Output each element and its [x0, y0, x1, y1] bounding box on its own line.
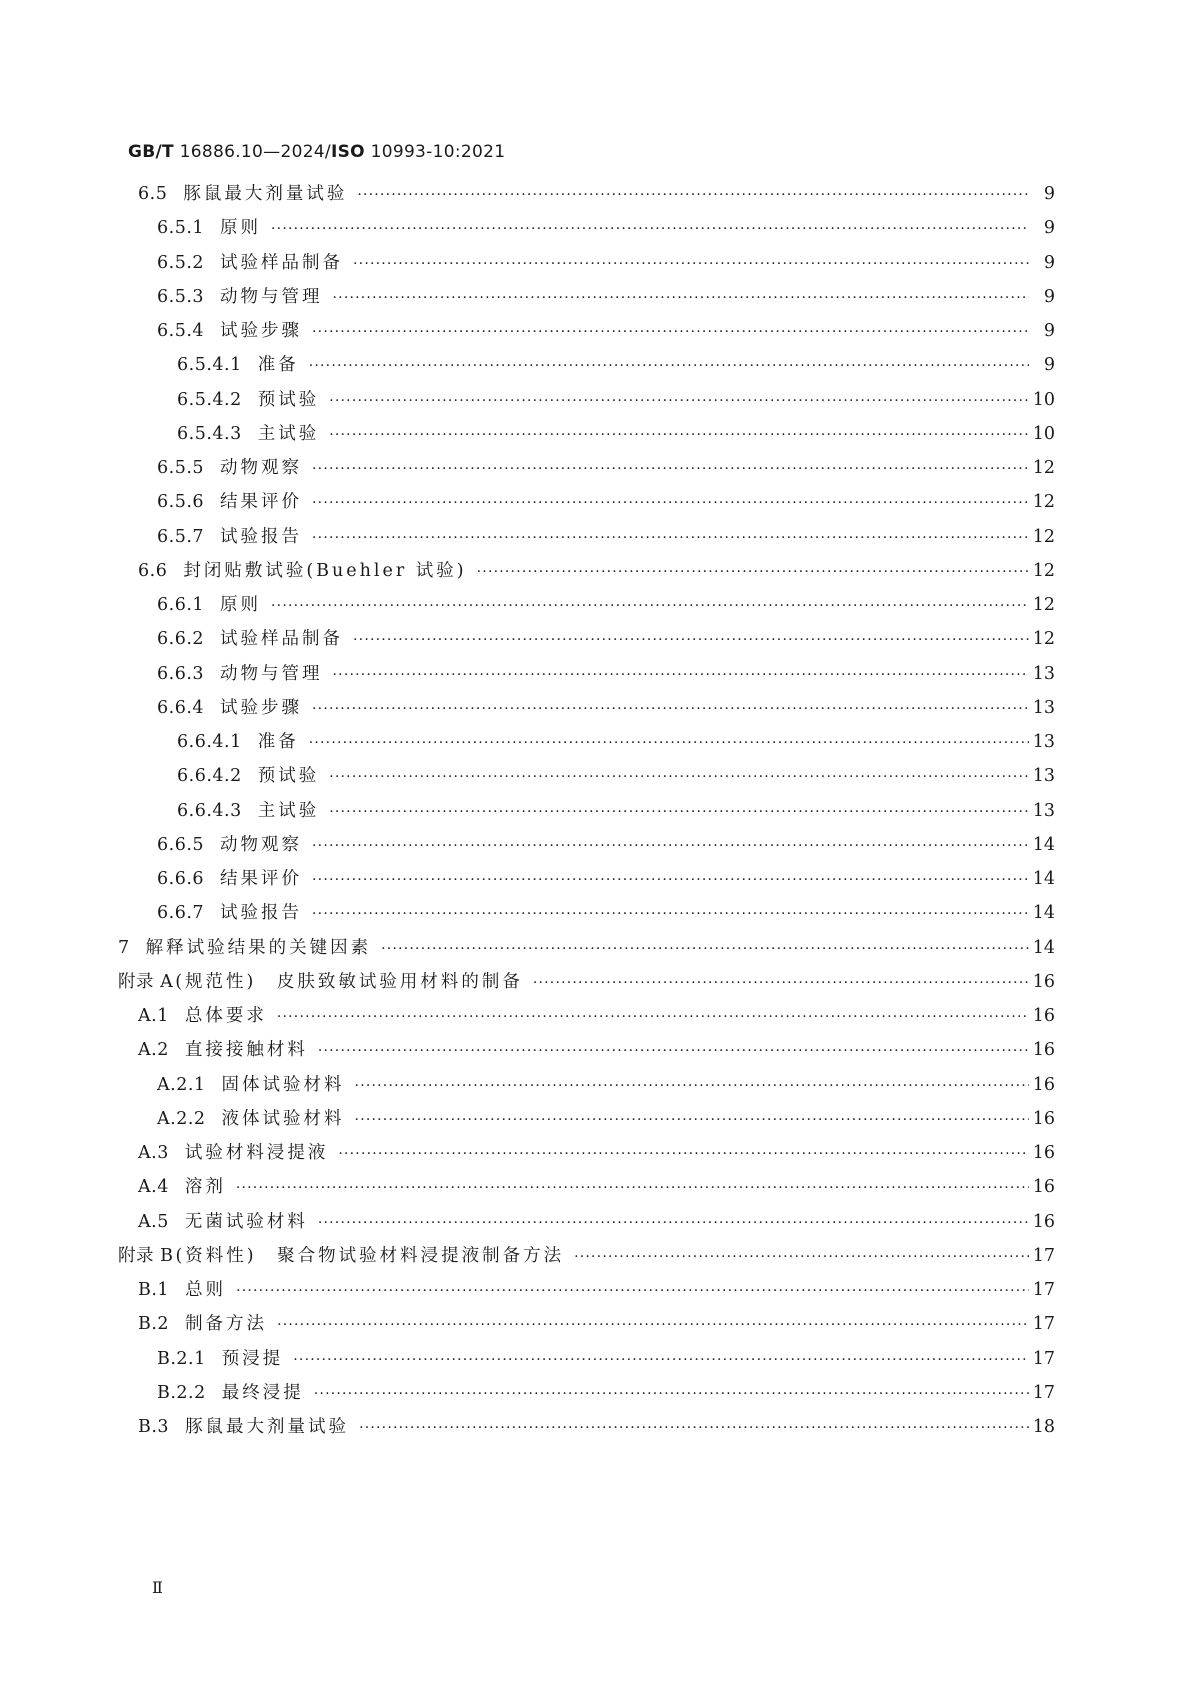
toc-entry[interactable]	[157, 661, 1055, 687]
toc-entry-number: 6.5.4	[157, 321, 205, 341]
toc-entry-number: 6.5.4.2	[177, 389, 242, 410]
toc-entry-page: 10	[1032, 423, 1055, 444]
toc-leader-dots	[312, 490, 1029, 516]
toc-leader-dots	[574, 1244, 1029, 1270]
toc-entry-title: 试验材料浸提液	[184, 1143, 329, 1163]
toc-leader-dots	[236, 1278, 1029, 1304]
toc-leader-dots	[329, 799, 1028, 825]
toc-entry-title: 溶剂	[184, 1177, 226, 1198]
toc-leader-dots	[353, 627, 1029, 653]
toc-leader-dots	[277, 1004, 1029, 1030]
toc-leader-dots	[357, 182, 1029, 208]
toc-entry-title: 动物与管理	[220, 663, 323, 684]
toc-entry-page: 9	[1043, 218, 1055, 239]
toc-entry-title: 试验步骤	[220, 697, 303, 718]
toc-entry[interactable]	[157, 284, 1055, 310]
toc-entry-page: 12	[1032, 560, 1055, 581]
toc-entry[interactable]	[138, 1140, 1055, 1166]
toc-entry-number: B.1	[138, 1280, 170, 1300]
toc-entry-page: 16	[1032, 1040, 1055, 1061]
toc-entry[interactable]	[157, 866, 1055, 892]
toc-entry-page: 17	[1032, 1348, 1055, 1369]
toc-entry-page: 17	[1032, 1382, 1055, 1403]
toc-entry[interactable]	[157, 900, 1055, 926]
toc-entry-number: B.2.2	[157, 1382, 206, 1403]
toc-entry-number: 6.5.2	[157, 252, 205, 273]
toc-leader-dots	[312, 901, 1029, 927]
toc-entry-page: 14	[1032, 937, 1055, 958]
toc-entry-page: 16	[1032, 1006, 1055, 1026]
toc-entry[interactable]	[118, 935, 1055, 961]
toc-entry-title: 结果评价	[220, 869, 303, 889]
toc-entry-page: 13	[1032, 766, 1055, 787]
toc-leader-dots	[355, 1073, 1029, 1099]
toc-entry-title: 固体试验材料	[221, 1074, 345, 1095]
toc-leader-dots	[312, 867, 1029, 893]
toc-entry-number: A.2	[138, 1040, 169, 1061]
toc-entry-title: 原则	[220, 595, 262, 615]
toc-leader-dots	[271, 216, 1029, 242]
toc-entry-page: 16	[1032, 1211, 1055, 1232]
toc-entry[interactable]	[177, 352, 1055, 378]
toc-entry-title: 直接接触材料	[184, 1040, 308, 1061]
toc-entry-number: A.4	[138, 1177, 169, 1198]
toc-entry-page: 13	[1032, 697, 1055, 718]
toc-entry-page: 18	[1032, 1417, 1055, 1437]
toc-entry-title: 总体要求	[184, 1006, 267, 1026]
toc-leader-dots	[309, 730, 1029, 756]
toc-entry[interactable]	[138, 1311, 1055, 1337]
toc-entry[interactable]	[157, 832, 1055, 858]
toc-entry-title: 结果评价	[220, 492, 303, 513]
toc-entry-title: 豚鼠最大剂量试验	[183, 184, 348, 204]
toc-leader-dots	[329, 764, 1028, 790]
toc-entry[interactable]	[118, 1243, 1055, 1269]
toc-entry-number: A.2.1	[157, 1074, 206, 1095]
toc-entry-title: 试验步骤	[220, 321, 303, 341]
toc-entry[interactable]	[177, 387, 1055, 413]
toc-entry-title: 预试验	[257, 766, 320, 787]
toc-leader-dots	[309, 353, 1029, 379]
toc-entry-page: 14	[1032, 869, 1055, 889]
toc-entry-title: 试验报告	[220, 903, 303, 924]
toc-entry[interactable]	[157, 524, 1055, 550]
toc-entry[interactable]	[138, 1209, 1055, 1235]
toc-leader-dots	[353, 251, 1029, 277]
toc-entry-number: 6.6.4.2	[177, 766, 242, 787]
toc-entry[interactable]	[177, 763, 1055, 789]
toc-entry-page: 9	[1043, 286, 1055, 307]
toc-entry-page: 17	[1032, 1280, 1055, 1300]
toc-entry-number: 附录 A	[118, 971, 174, 992]
toc-leader-dots	[338, 1141, 1028, 1167]
toc-entry-title: 试验报告	[220, 526, 303, 547]
toc-entry-title: 无菌试验材料	[184, 1211, 308, 1232]
toc-entry-number: B.2.1	[157, 1348, 206, 1369]
toc-entry-number: 6.6.1	[157, 595, 205, 615]
toc-entry-title: 准备	[257, 732, 299, 752]
toc-entry-title: 最终浸提	[221, 1382, 304, 1403]
toc-entry[interactable]	[138, 181, 1055, 207]
toc-entry-title: (规范性) 皮肤致敏试验用材料的制备	[175, 971, 523, 992]
toc-entry[interactable]	[138, 1277, 1055, 1303]
toc-entry[interactable]	[157, 250, 1055, 276]
toc-entry-page: 10	[1032, 389, 1055, 410]
toc-entry-title: 液体试验材料	[221, 1108, 345, 1129]
toc-entry[interactable]	[157, 1380, 1055, 1406]
toc-entry-number: 6.6	[138, 560, 168, 581]
toc-entry-number: 6.5.6	[157, 492, 205, 513]
toc-entry-page: 17	[1032, 1245, 1055, 1266]
toc-entry-number: A.3	[138, 1143, 169, 1163]
toc-entry-number: A.1	[138, 1006, 169, 1026]
toc-entry-number: B.3	[138, 1417, 170, 1437]
toc-leader-dots	[318, 1038, 1029, 1064]
toc-entry[interactable]	[138, 1037, 1055, 1063]
toc-entry-number: 6.5	[138, 184, 168, 204]
toc-entry-page: 13	[1032, 663, 1055, 684]
header-gb-code: GB/T	[128, 142, 174, 162]
toc-entry[interactable]	[157, 1346, 1055, 1372]
toc-entry-title: 准备	[257, 355, 299, 376]
toc-entry[interactable]	[177, 798, 1055, 824]
toc-entry-title: (资料性) 聚合物试验材料浸提液制备方法	[175, 1245, 565, 1266]
toc-entry-title: 总则	[185, 1280, 227, 1300]
toc-entry[interactable]	[157, 592, 1055, 618]
toc-entry-title: 解释试验结果的关键因素	[145, 937, 372, 958]
toc-leader-dots	[236, 1175, 1029, 1201]
toc-entry-page: 9	[1043, 355, 1055, 376]
toc-entry-page: 17	[1032, 1314, 1055, 1335]
toc-entry-number: B.2	[138, 1314, 170, 1335]
toc-entry-number: 6.5.1	[157, 218, 205, 239]
toc-entry-title: 预试验	[257, 389, 320, 410]
toc-entry-page: 12	[1032, 492, 1055, 513]
toc-leader-dots	[312, 525, 1029, 551]
toc-entry-number: 6.6.4.3	[177, 800, 242, 821]
toc-entry-number: 附录 B	[118, 1245, 174, 1266]
toc-entry-number: 7	[118, 937, 130, 958]
toc-leader-dots	[533, 970, 1029, 996]
toc-entry[interactable]	[157, 1106, 1055, 1132]
toc-leader-dots	[333, 285, 1029, 311]
toc-entry-page: 16	[1032, 1074, 1055, 1095]
toc-entry-title: 动物观察	[220, 834, 303, 855]
toc-entry-title: 动物与管理	[220, 286, 323, 307]
toc-entry[interactable]	[157, 455, 1055, 481]
toc-entry[interactable]	[157, 695, 1055, 721]
toc-entry-page: 9	[1043, 184, 1055, 204]
toc-entry-title: 豚鼠最大剂量试验	[185, 1417, 350, 1437]
toc-entry-page: 16	[1032, 1108, 1055, 1129]
toc-entry-page: 16	[1032, 1177, 1055, 1198]
toc-entry-title: 主试验	[257, 800, 320, 821]
toc-leader-dots	[312, 696, 1029, 722]
toc-entry-title: 封闭贴敷试验(Buehler 试验)	[183, 560, 467, 581]
document-header	[128, 142, 505, 162]
toc-leader-dots	[314, 1381, 1029, 1407]
toc-leader-dots	[312, 456, 1029, 482]
toc-entry-number: 6.6.7	[157, 903, 205, 924]
toc-entry-number: 6.6.6	[157, 869, 205, 889]
toc-entry-page: 14	[1032, 834, 1055, 855]
toc-entry[interactable]	[177, 421, 1055, 447]
header-iso-number: 10993-10:2021	[370, 142, 506, 162]
header-iso-code: ISO	[330, 142, 365, 162]
toc-entry-page: 12	[1032, 458, 1055, 478]
toc-entry-number: 6.5.3	[157, 286, 205, 307]
toc-entry-title: 原则	[220, 218, 262, 239]
toc-entry-page: 9	[1043, 321, 1055, 341]
toc-entry-title: 制备方法	[185, 1314, 268, 1335]
toc-entry-page: 13	[1032, 800, 1055, 821]
toc-entry-number: 6.5.4.3	[177, 423, 242, 444]
toc-entry-title: 试验样品制备	[220, 629, 344, 650]
toc-leader-dots	[312, 833, 1029, 859]
toc-leader-dots	[293, 1347, 1028, 1373]
toc-entry-page: 13	[1032, 732, 1055, 752]
header-gb-number: 16886.10—2024/	[179, 142, 331, 162]
toc-entry-number: 6.6.4.1	[177, 732, 242, 752]
toc-entry[interactable]	[157, 215, 1055, 241]
toc-leader-dots	[329, 388, 1028, 414]
toc-entry-title: 试验样品制备	[220, 252, 344, 273]
toc-entry[interactable]	[157, 489, 1055, 515]
toc-entry-number: 6.5.4.1	[177, 355, 242, 376]
toc-entry[interactable]	[138, 1003, 1055, 1029]
toc-leader-dots	[312, 319, 1029, 345]
toc-entry-number: 6.5.5	[157, 458, 205, 478]
toc-entry-number: 6.6.4	[157, 697, 205, 718]
toc-entry[interactable]	[138, 1414, 1055, 1440]
toc-entry-number: 6.6.2	[157, 629, 205, 650]
toc-leader-dots	[477, 559, 1029, 585]
toc-entry-page: 12	[1032, 629, 1055, 650]
toc-entry[interactable]	[118, 969, 1055, 995]
toc-entry-title: 预浸提	[221, 1348, 284, 1369]
toc-entry[interactable]	[138, 558, 1055, 584]
toc-entry-page: 12	[1032, 526, 1055, 547]
toc-entry-title: 主试验	[257, 423, 320, 444]
footer-page-number: Ⅱ	[152, 1578, 163, 1597]
toc-entry-number: 6.6.5	[157, 834, 205, 855]
toc-entry[interactable]	[157, 318, 1055, 344]
toc-entry-page: 16	[1032, 1143, 1055, 1163]
toc-leader-dots	[381, 936, 1029, 962]
toc-entry-number: A.5	[138, 1211, 169, 1232]
toc-entry-title: 动物观察	[220, 458, 303, 478]
toc-entry-number: A.2.2	[157, 1108, 206, 1129]
toc-entry-number: 6.5.7	[157, 526, 205, 547]
toc-leader-dots	[355, 1107, 1029, 1133]
toc-leader-dots	[329, 422, 1028, 448]
toc-entry[interactable]	[177, 729, 1055, 755]
toc-entry-page: 12	[1032, 595, 1055, 615]
toc-entry-page: 16	[1032, 971, 1055, 992]
toc-entry[interactable]	[157, 626, 1055, 652]
toc-entry-number: 6.6.3	[157, 663, 205, 684]
toc-entry-page: 14	[1032, 903, 1055, 924]
toc-entry[interactable]	[157, 1072, 1055, 1098]
toc-leader-dots	[277, 1312, 1029, 1338]
toc-leader-dots	[333, 662, 1029, 688]
toc-leader-dots	[318, 1210, 1029, 1236]
toc-entry[interactable]	[138, 1174, 1055, 1200]
toc-leader-dots	[271, 593, 1029, 619]
toc-leader-dots	[359, 1415, 1029, 1441]
toc-entry-page: 9	[1043, 252, 1055, 273]
